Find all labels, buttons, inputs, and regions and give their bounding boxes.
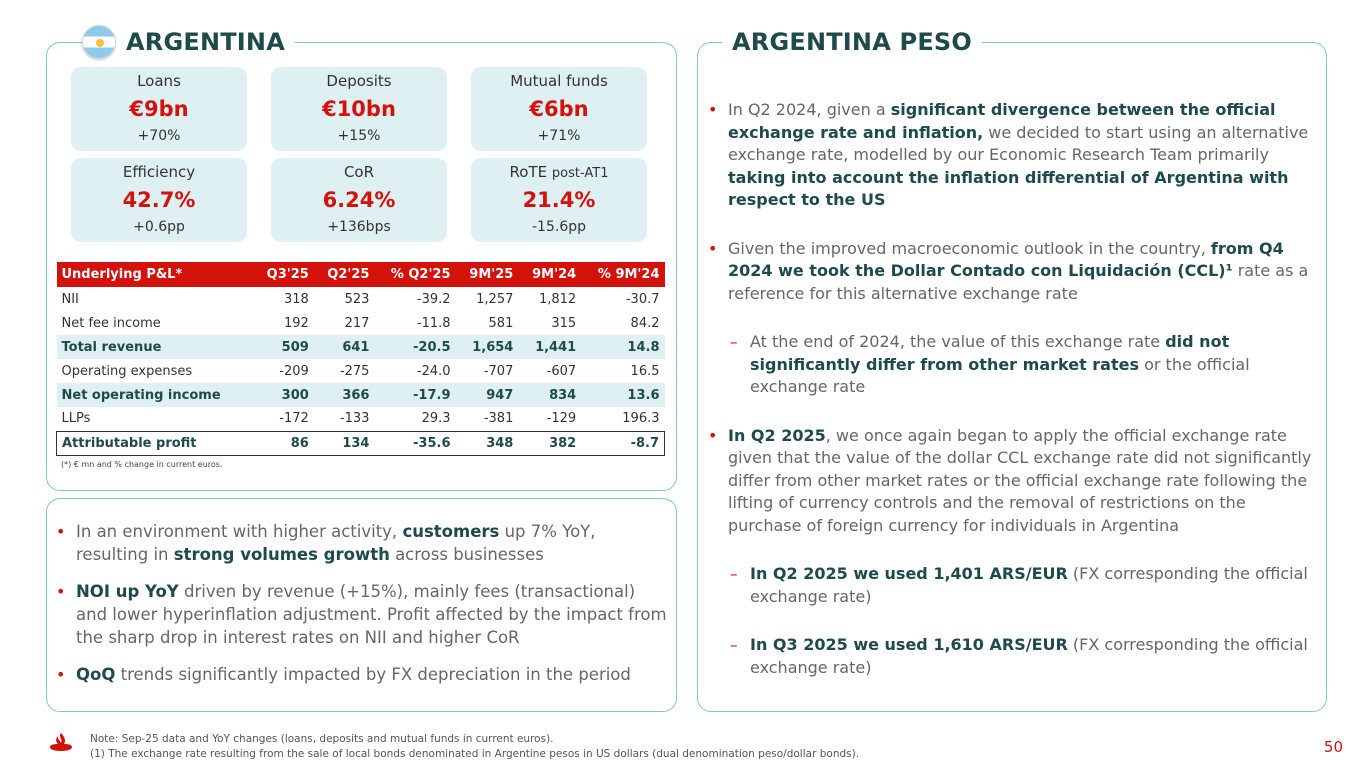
bold-text: significant divergence between the official exchange rate and inflation, <box>728 100 1276 142</box>
kpi-label: Efficiency <box>122 163 196 181</box>
kpi-card-mutual-funds <box>471 67 647 151</box>
table-cell: -24.0 <box>416 363 451 379</box>
text-run: Given the improved macroeconomic outlook in the country, <box>728 238 1211 258</box>
footnote-line: Note: Sep-25 data and YoY changes (loans, deposits and mutual funds in current euros). <box>90 733 554 745</box>
left-section-title: ARGENTINA <box>116 28 295 56</box>
kpi-label: Deposits <box>326 72 392 90</box>
table-cell: 318 <box>283 291 309 307</box>
row-label: NII <box>61 291 79 307</box>
kpi-card-cor <box>271 158 447 242</box>
row-label: Net fee income <box>61 315 161 331</box>
right-section-title: ARGENTINA PESO <box>722 28 982 56</box>
text-run: across businesses <box>389 545 544 564</box>
kpi-label: Mutual funds <box>510 72 608 90</box>
table-cell: 192 <box>283 315 309 331</box>
table-cell: 382 <box>518 431 581 455</box>
table-cell: 134 <box>314 431 375 455</box>
kpi-change: +71% <box>537 128 581 144</box>
kpi-card-loans <box>71 67 247 151</box>
bullet-item <box>708 425 1313 538</box>
kpi-card-efficiency <box>71 158 247 242</box>
text-run: (FX corresponding the official exchange rate) <box>750 635 1308 677</box>
bullet-item <box>56 580 668 649</box>
table-cell: -275 <box>339 363 370 379</box>
kpi-value: 42.7% <box>122 188 196 212</box>
table-cell: -129 <box>546 411 577 427</box>
table-cell: 1,812 <box>538 291 577 307</box>
column-header: Q3'25 <box>253 262 314 287</box>
table-cell: 29.3 <box>421 411 451 427</box>
table-row <box>57 287 665 311</box>
table-cell: 523 <box>344 291 370 307</box>
text-run: At the end of 2024, the value of this exchange rate <box>750 332 1166 351</box>
table-cell: 509 <box>253 335 314 359</box>
table-cell: -35.6 <box>374 431 455 455</box>
table-cell: 84.2 <box>630 315 660 331</box>
kpi-change: +15% <box>337 128 381 144</box>
table-cell: -20.5 <box>374 335 455 359</box>
table-cell: 14.8 <box>581 335 664 359</box>
column-header: 9M'25 <box>456 262 519 287</box>
table-row <box>57 407 665 431</box>
table-cell: -30.7 <box>625 291 660 307</box>
table-cell: 1,441 <box>518 335 581 359</box>
table-row <box>57 311 665 335</box>
text-run: we decided to start using an alternative exchange rate, modelled by our Economic Research Team primarily <box>728 122 1309 164</box>
text-run: In an environment with higher activity, <box>76 522 403 541</box>
text-run: (FX corresponding the official exchange rate) <box>750 564 1308 606</box>
table-row <box>57 359 665 383</box>
table-cell: 581 <box>488 315 514 331</box>
kpi-value: €10bn <box>322 97 396 121</box>
table-cell: 366 <box>314 383 375 407</box>
bullet-item <box>708 238 1313 306</box>
table-cell: -607 <box>546 363 577 379</box>
kpi-card-rote <box>471 158 647 242</box>
table-row <box>57 335 665 359</box>
table-cell: -17.9 <box>374 383 455 407</box>
bold-text: taking into account the inflation differential of Argentina with respect to the US <box>728 167 1289 209</box>
table-cell: 947 <box>456 383 519 407</box>
table-cell: 217 <box>344 315 370 331</box>
argentina-flag-icon <box>82 25 116 59</box>
text-run: rate as a reference for this alternative exchange rate <box>728 261 1309 303</box>
bold-text: In Q2 2025 <box>728 425 826 445</box>
column-header: % Q2'25 <box>374 262 455 287</box>
footnote <box>90 732 859 762</box>
text-run: , we once again began to apply the official exchange rate given that the value of the dollar CCL exchange rate did not significantly differ from other market rates or the official exchange rate following the lifting of currency controls and the removal of restrictions on the purchase of foreign currency for individuals in Argentina <box>728 425 1312 535</box>
table-cell: 86 <box>253 431 314 455</box>
table-row <box>57 383 665 407</box>
kpi-label: RoTE <box>509 163 548 181</box>
text-run: trends significantly impacted by FX depreciation in the period <box>115 665 631 684</box>
right-bullet-list <box>708 99 1313 705</box>
bold-text: In Q2 2025 we used 1,401 ARS/EUR <box>750 564 1068 583</box>
table-cell: 13.6 <box>581 383 664 407</box>
column-header: 9M'24 <box>518 262 581 287</box>
table-cell: -172 <box>279 411 309 427</box>
table-cell: -11.8 <box>416 315 451 331</box>
kpi-value: €9bn <box>129 97 189 121</box>
kpi-label: Loans <box>137 72 181 90</box>
table-cell: 196.3 <box>622 411 660 427</box>
column-header: Q2'25 <box>314 262 375 287</box>
bold-text: In Q3 2025 we used 1,610 ARS/EUR <box>750 635 1068 654</box>
text-run: or the official exchange rate <box>750 354 1250 396</box>
table-cell: 300 <box>253 383 314 407</box>
bold-text: strong volumes growth <box>173 545 390 564</box>
kpi-change: +136bps <box>327 219 391 235</box>
kpi-change: +0.6pp <box>133 219 185 235</box>
sub-bullet-item <box>708 634 1313 679</box>
table-cell: 315 <box>551 315 577 331</box>
table-cell: 1,654 <box>456 335 519 359</box>
table-cell: 641 <box>314 335 375 359</box>
kpi-label-suffix: post-AT1 <box>551 166 609 181</box>
row-label: Total revenue <box>57 335 254 359</box>
bullet-item <box>56 520 668 566</box>
table-cell: -133 <box>339 411 370 427</box>
table-row <box>57 431 665 455</box>
kpi-value: 6.24% <box>322 188 396 212</box>
row-label: Net operating income <box>57 383 254 407</box>
bold-text: customers <box>402 522 500 541</box>
kpi-change: -15.6pp <box>532 219 586 235</box>
table-cell: -8.7 <box>581 431 664 455</box>
kpi-card-deposits <box>271 67 447 151</box>
row-label: Operating expenses <box>61 363 193 379</box>
footnote-line: (1) The exchange rate resulting from the sale of local bonds denominated in Argentine pesos in US dollars (dual denomination peso/dollar bonds). <box>90 748 860 760</box>
table-cell: 1,257 <box>476 291 514 307</box>
kpi-label: CoR <box>343 163 375 181</box>
underlying-pl-table <box>56 262 665 456</box>
row-label: Attributable profit <box>57 431 254 455</box>
table-header-row <box>57 262 665 287</box>
kpi-value: 21.4% <box>522 188 596 212</box>
sub-bullet-item <box>708 331 1313 399</box>
column-header: Underlying P&L* <box>57 262 254 287</box>
table-cell: 834 <box>518 383 581 407</box>
bullet-item <box>56 663 668 686</box>
bullet-item <box>708 99 1313 212</box>
bold-text: QoQ <box>76 665 116 684</box>
table-cell: 16.5 <box>630 363 660 379</box>
kpi-value: €6bn <box>529 97 589 121</box>
table-cell: -39.2 <box>416 291 451 307</box>
page-number: 50 <box>1323 738 1343 756</box>
santander-logo-icon <box>48 732 74 752</box>
kpi-change: +70% <box>137 128 181 144</box>
bold-text: from Q4 2024 we took the Dollar Contado con Liquidación (CCL)¹ <box>728 238 1284 280</box>
left-bullet-list <box>56 520 668 700</box>
table-note: (*) € mn and % change in current euros. <box>61 460 223 469</box>
table-cell: -381 <box>483 411 514 427</box>
row-label: LLPs <box>61 411 91 427</box>
text-run: In Q2 2024, given a <box>728 100 891 119</box>
text-run: up 7% YoY, resulting in <box>76 522 596 564</box>
bold-text: did not significantly differ from other market rates <box>750 332 1230 374</box>
table-cell: -707 <box>483 363 514 379</box>
sub-bullet-item <box>708 563 1313 608</box>
table-cell: -209 <box>279 363 309 379</box>
text-run: driven by revenue (+15%), mainly fees (transactional) and lower hyperinflation adjustment. Profit affected by the impact from the sharp drop in interest rates on NII and higher CoR <box>76 582 667 647</box>
table-cell: 348 <box>456 431 519 455</box>
bold-text: NOI up YoY <box>76 582 179 601</box>
column-header: % 9M'24 <box>581 262 664 287</box>
